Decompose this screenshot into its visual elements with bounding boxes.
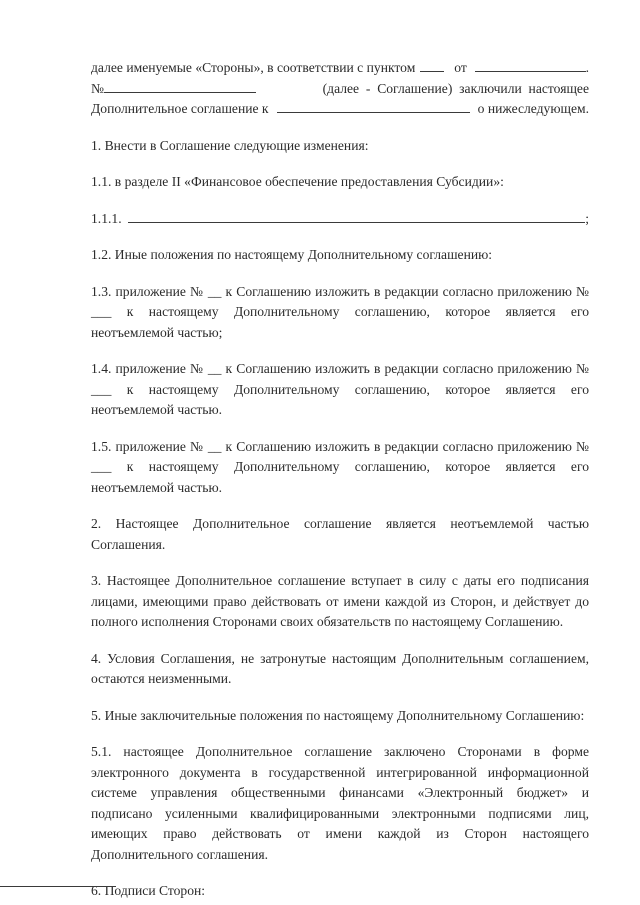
clause-number: 1.4.	[91, 361, 112, 376]
clause-1-1-1-end: ;	[585, 210, 589, 226]
clause-1-1-1	[91, 209, 589, 230]
intro-line-2-text: (далее - Соглашение) заключили настоящее	[322, 80, 589, 96]
agreement-reference-blank	[277, 99, 470, 113]
footnote-rule	[0, 886, 116, 887]
intro-line-1: далее именуемые «Стороны», в соответствии с пунктом от .	[91, 58, 589, 79]
intro-line-1-text: далее именуемые «Стороны», в соответствии с пунктом	[91, 60, 416, 75]
clause-2: 2. Настоящее Дополнительное соглашение является неотъемлемой частью Соглашения.	[91, 516, 589, 552]
clause-4: 4. Условия Соглашения, не затронутые настоящим Дополнительным соглашением, остаются неизменными.	[91, 650, 589, 686]
clause-6: 6. Подписи Сторон:	[91, 883, 206, 898]
agreement-number-blank	[104, 79, 256, 93]
clause-1-3	[91, 282, 589, 344]
clause-3: 3. Настоящее Дополнительное соглашение вступает в силу с даты его подписания лицами, имеющими право действовать от имени каждой из Сторон, и действует до полного исполнения Сторонами своих обязательств по настоящему Соглашению.	[91, 573, 589, 629]
intro-line-2	[91, 79, 589, 100]
clause-1-1: 1.1. в разделе II «Финансовое обеспечение предоставления Субсидии»:	[91, 174, 504, 189]
clause-text: приложение № __ к Соглашению изложить в редакции согласно приложению № ___ к настоящему Дополнительному соглашению, которое является его неотъемлемой частью.	[91, 438, 589, 495]
intro-line-3-end: о нижеследующем.	[477, 101, 589, 116]
intro-paragraph	[91, 58, 589, 120]
clause-1-5	[91, 437, 589, 499]
clause-text: приложение № __ к Соглашению изложить в редакции согласно приложению № ___ к настоящему Дополнительному соглашению, которое является его неотъемлемой частью;	[91, 283, 589, 340]
clause-number: 1.5.	[91, 438, 112, 454]
document-body	[91, 58, 589, 902]
clause-1-4	[91, 359, 589, 421]
clause-1-2: 1.2. Иные положения по настоящему Дополнительному соглашению:	[91, 247, 493, 262]
clause-1-1-1-blank	[128, 209, 586, 223]
intro-from-text: от	[454, 60, 467, 75]
clause-5-1: 5.1. настоящее Дополнительное соглашение заключено Сторонами в форме электронного документа в государственной интегрированной информационной системе управления общественными финансами «Электронный бюджет» и подписано усиленными квалифицированными электронными подписями лиц, имеющих право действовать от имени каждой из Сторон настоящего Дополнительного соглашения.	[91, 744, 589, 862]
intro-line-3-start: Дополнительное соглашение к	[91, 101, 269, 116]
clause-5: 5. Иные заключительные положения по настоящему Дополнительному Соглашению:	[91, 707, 585, 723]
clause-1-1-1-label: 1.1.1.	[91, 210, 122, 226]
clause-number-blank	[420, 58, 444, 72]
intro-line-3	[91, 99, 589, 120]
clause-text: приложение № __ к Соглашению изложить в редакции согласно приложению № ___ к настоящему Дополнительному соглашению, которое является его неотъемлемой частью.	[91, 361, 589, 417]
clause-number: 1.3.	[91, 283, 112, 299]
clause-1: 1. Внести в Соглашение следующие изменения:	[91, 137, 369, 153]
date-blank	[475, 58, 586, 72]
number-sign: №	[91, 80, 104, 96]
